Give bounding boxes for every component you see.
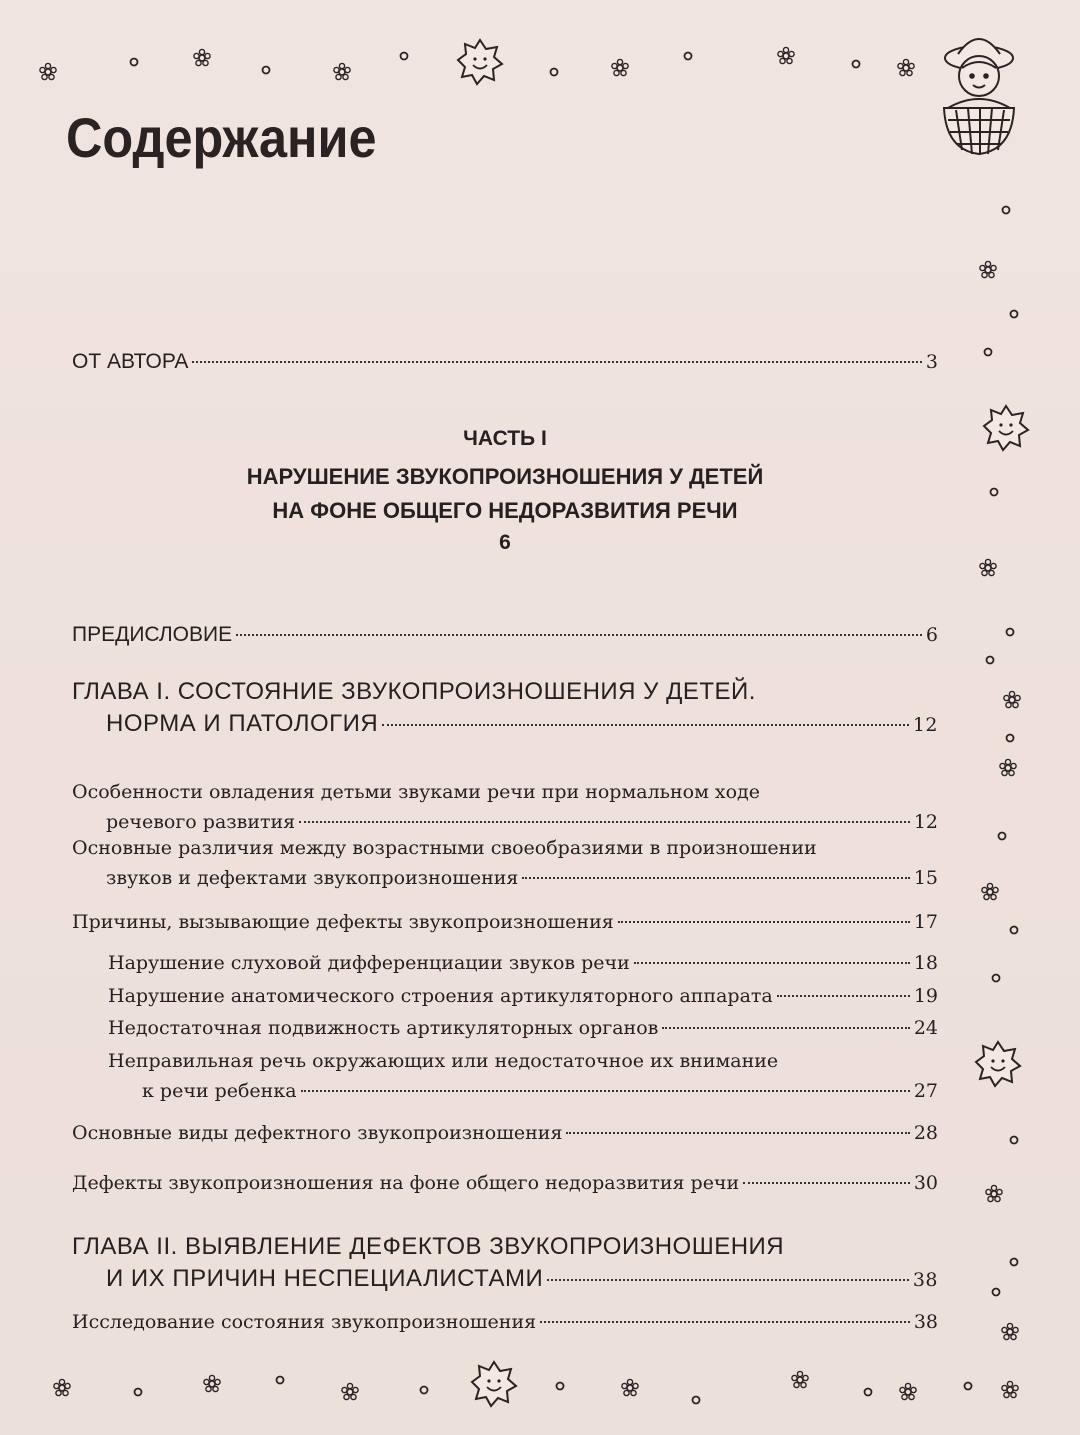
page-number: 15	[913, 867, 938, 889]
part-title-line2: НА ФОНЕ ОБЩЕГО НЕДОРАЗВИТИЯ РЕЧИ	[272, 498, 738, 523]
page-number: 12	[912, 714, 938, 736]
page-number: 17	[913, 911, 938, 933]
page-number: 38	[913, 1311, 938, 1333]
page-number: 12	[913, 811, 938, 833]
chapter-title-line2: И ИХ ПРИЧИН НЕСПЕЦИАЛИСТАМИ	[106, 1265, 544, 1292]
page-number: 27	[913, 1080, 938, 1102]
toc-entry-label: Нарушение анатомического строения артикуляторного аппарата	[108, 985, 773, 1007]
part-label: ЧАСТЬ I	[463, 427, 547, 450]
page-number: 30	[913, 1172, 938, 1194]
page-number: 6	[925, 624, 938, 646]
toc-entry-label: Нарушение слуховой дифференциации звуков речи	[108, 952, 630, 974]
toc-entry-label: Причины, вызывающие дефекты звукопроизношения	[72, 911, 614, 933]
toc-entry-line2: речевого развития	[106, 811, 296, 833]
page-number: 38	[912, 1269, 938, 1291]
toc-entry-label: ОТ АВТОРА	[72, 350, 189, 373]
toc-entry-line2: к речи ребенка	[142, 1080, 297, 1102]
toc-entry-label: ПРЕДИСЛОВИЕ	[72, 623, 233, 646]
toc-entry-label: Исследование состояния звукопроизношения	[72, 1311, 537, 1333]
toc-entry-line2: звуков и дефектами звукопроизношения	[106, 867, 519, 889]
chapter-title-line1: ГЛАВА I. СОСТОЯНИЕ ЗВУКОПРОИЗНОШЕНИЯ У ДЕТЕЙ.	[72, 678, 756, 705]
toc-entry-label: Недостаточная подвижность артикуляторных органов	[108, 1017, 659, 1039]
toc-entry-line1: Неправильная речь окружающих или недостаточное их внимание	[108, 1050, 779, 1072]
part-page-number: 6	[499, 531, 511, 554]
page-number: 3	[925, 351, 938, 373]
page-number: 28	[913, 1122, 938, 1144]
page-number: 18	[913, 952, 938, 974]
toc-entry-line1: Особенности овладения детьми звуками речи при нормальном ходе	[72, 781, 760, 803]
toc-entry-label: Основные виды дефектного звукопроизношения	[72, 1122, 563, 1144]
page-number: 24	[913, 1017, 938, 1039]
page-number: 19	[913, 985, 938, 1007]
page-title: Содержание	[66, 106, 377, 169]
toc-entry-label: Дефекты звукопроизношения на фоне общего недоразвития речи	[72, 1172, 740, 1194]
chapter-title-line1: ГЛАВА II. ВЫЯВЛЕНИЕ ДЕФЕКТОВ ЗВУКОПРОИЗНОШЕНИЯ	[72, 1233, 785, 1260]
part-title-line1: НАРУШЕНИЕ ЗВУКОПРОИЗНОШЕНИЯ У ДЕТЕЙ	[246, 464, 764, 489]
chapter-title-line2: НОРМА И ПАТОЛОГИЯ	[106, 710, 379, 737]
toc-entry-line1: Основные различия между возрастными своеобразиями в произношении	[72, 837, 817, 859]
